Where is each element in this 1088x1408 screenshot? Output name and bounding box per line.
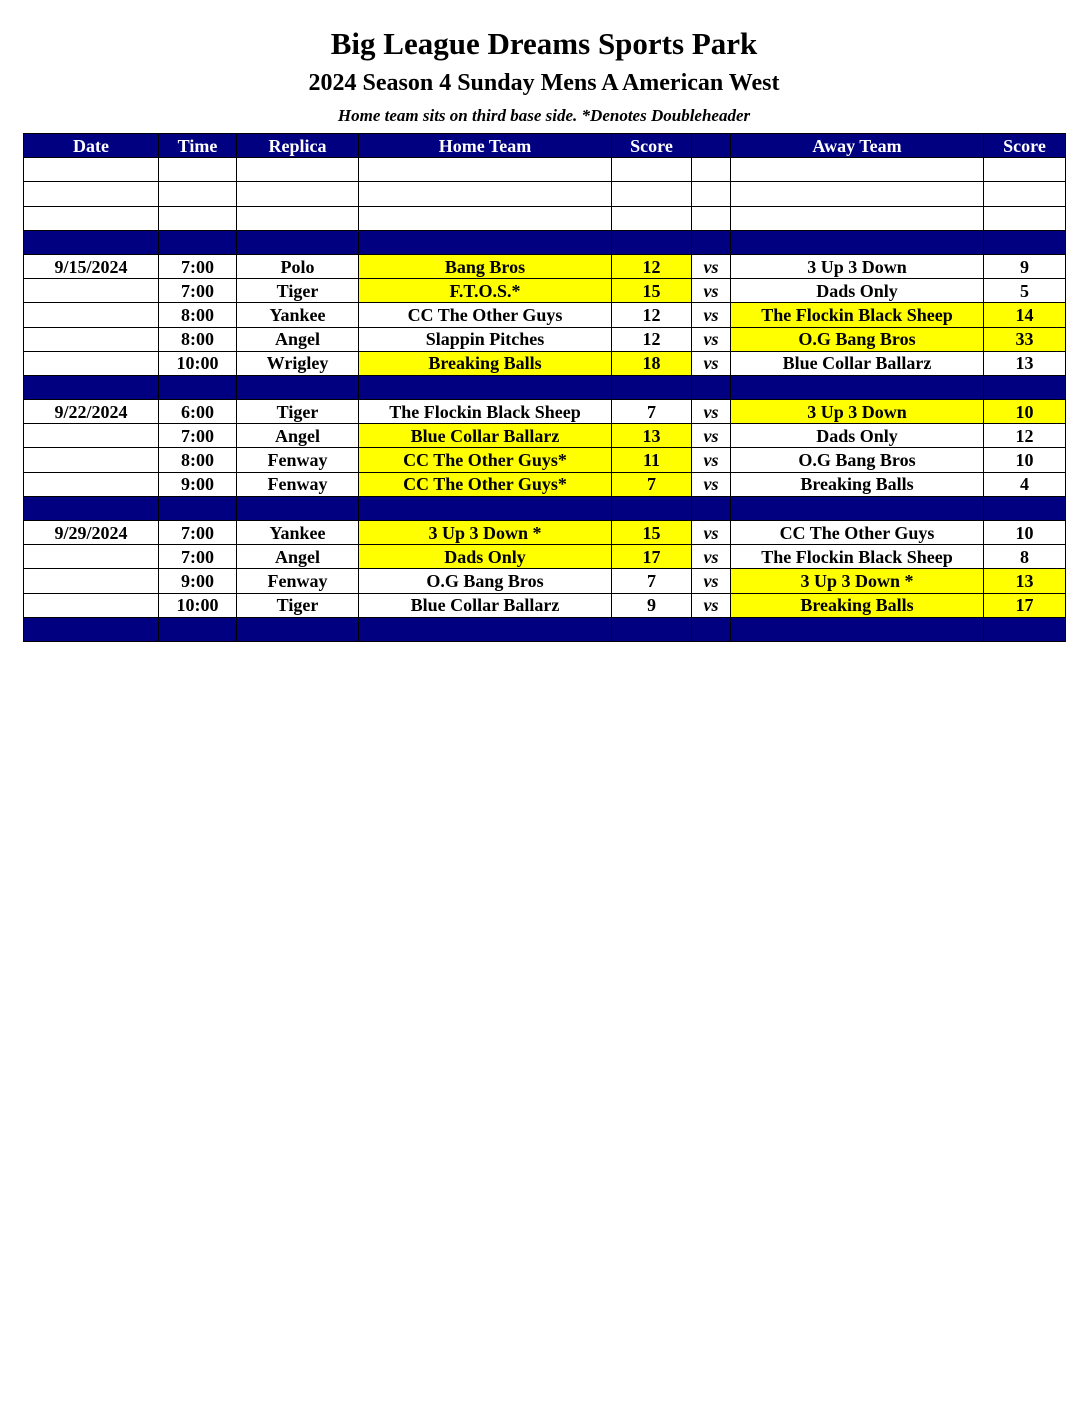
- away-score-cell: 17: [984, 593, 1066, 617]
- home-team-cell: Slappin Pitches: [359, 327, 612, 351]
- time-cell: [159, 206, 237, 230]
- home-team-cell: Blue Collar Ballarz: [359, 593, 612, 617]
- time-cell: 7:00: [159, 521, 237, 545]
- vs-cell: [692, 206, 731, 230]
- home-score-cell: 11: [612, 448, 692, 472]
- time-cell: 9:00: [159, 472, 237, 496]
- date-cell: [24, 472, 159, 496]
- time-cell: [159, 496, 237, 520]
- home-team-cell: [359, 182, 612, 206]
- replica-cell: [237, 496, 359, 520]
- away-team-cell: [731, 617, 984, 641]
- blank-row: [24, 182, 1066, 206]
- schedule-table: [23, 133, 1066, 642]
- away-score-cell: 5: [984, 279, 1066, 303]
- time-cell: 9:00: [159, 569, 237, 593]
- date-cell: 9/15/2024: [24, 254, 159, 278]
- replica-cell: Angel: [237, 327, 359, 351]
- away-score-cell: 4: [984, 472, 1066, 496]
- away-team-cell: [731, 496, 984, 520]
- column-header-home-team: Home Team: [359, 134, 612, 158]
- date-cell: [24, 424, 159, 448]
- home-team-cell: CC The Other Guys: [359, 303, 612, 327]
- replica-cell: Tiger: [237, 400, 359, 424]
- time-cell: 7:00: [159, 545, 237, 569]
- away-team-cell: 3 Up 3 Down: [731, 400, 984, 424]
- vs-cell: [692, 230, 731, 254]
- away-team-cell: 3 Up 3 Down: [731, 254, 984, 278]
- column-header-time: Time: [159, 134, 237, 158]
- column-header-replica: Replica: [237, 134, 359, 158]
- time-cell: 7:00: [159, 254, 237, 278]
- replica-cell: Angel: [237, 424, 359, 448]
- replica-cell: Wrigley: [237, 351, 359, 375]
- home-score-cell: 12: [612, 303, 692, 327]
- vs-cell: vs: [692, 400, 731, 424]
- vs-cell: [692, 182, 731, 206]
- vs-cell: vs: [692, 545, 731, 569]
- home-team-cell: Blue Collar Ballarz: [359, 424, 612, 448]
- game-row: [24, 424, 1066, 448]
- home-team-cell: CC The Other Guys*: [359, 472, 612, 496]
- game-row: [24, 327, 1066, 351]
- replica-cell: [237, 375, 359, 399]
- replica-cell: [237, 230, 359, 254]
- home-score-cell: [612, 375, 692, 399]
- replica-cell: Angel: [237, 545, 359, 569]
- away-score-cell: [984, 617, 1066, 641]
- away-score-cell: 9: [984, 254, 1066, 278]
- replica-cell: Yankee: [237, 521, 359, 545]
- home-team-cell: The Flockin Black Sheep: [359, 400, 612, 424]
- away-score-cell: 33: [984, 327, 1066, 351]
- date-cell: [24, 617, 159, 641]
- separator-row: [24, 230, 1066, 254]
- vs-cell: vs: [692, 521, 731, 545]
- time-cell: 10:00: [159, 351, 237, 375]
- game-row: [24, 400, 1066, 424]
- replica-cell: Tiger: [237, 593, 359, 617]
- home-score-cell: 7: [612, 400, 692, 424]
- replica-cell: [237, 182, 359, 206]
- vs-cell: [692, 158, 731, 182]
- replica-cell: Tiger: [237, 279, 359, 303]
- date-cell: [24, 327, 159, 351]
- game-row: [24, 303, 1066, 327]
- away-score-cell: [984, 206, 1066, 230]
- away-score-cell: 14: [984, 303, 1066, 327]
- vs-cell: vs: [692, 303, 731, 327]
- replica-cell: [237, 206, 359, 230]
- vs-cell: vs: [692, 351, 731, 375]
- header-row: [24, 134, 1066, 158]
- game-row: [24, 569, 1066, 593]
- game-row: [24, 593, 1066, 617]
- time-cell: [159, 230, 237, 254]
- game-row: [24, 521, 1066, 545]
- away-score-cell: 10: [984, 448, 1066, 472]
- date-cell: 9/22/2024: [24, 400, 159, 424]
- replica-cell: Fenway: [237, 569, 359, 593]
- game-row: [24, 472, 1066, 496]
- separator-row: [24, 375, 1066, 399]
- vs-cell: [692, 496, 731, 520]
- vs-cell: [692, 375, 731, 399]
- date-cell: [24, 206, 159, 230]
- time-cell: 7:00: [159, 424, 237, 448]
- column-header-vs: [692, 134, 731, 158]
- date-cell: [24, 375, 159, 399]
- home-score-cell: 18: [612, 351, 692, 375]
- away-score-cell: 10: [984, 521, 1066, 545]
- home-team-cell: CC The Other Guys*: [359, 448, 612, 472]
- date-cell: [24, 593, 159, 617]
- away-score-cell: [984, 158, 1066, 182]
- away-team-cell: O.G Bang Bros: [731, 327, 984, 351]
- vs-cell: vs: [692, 327, 731, 351]
- away-score-cell: [984, 375, 1066, 399]
- home-score-cell: 15: [612, 279, 692, 303]
- vs-cell: vs: [692, 254, 731, 278]
- away-score-cell: 13: [984, 569, 1066, 593]
- away-team-cell: The Flockin Black Sheep: [731, 545, 984, 569]
- away-team-cell: Breaking Balls: [731, 472, 984, 496]
- home-team-cell: [359, 230, 612, 254]
- away-team-cell: [731, 375, 984, 399]
- time-cell: 10:00: [159, 593, 237, 617]
- away-score-cell: [984, 230, 1066, 254]
- away-team-cell: [731, 230, 984, 254]
- replica-cell: Polo: [237, 254, 359, 278]
- time-cell: 7:00: [159, 279, 237, 303]
- date-cell: [24, 279, 159, 303]
- home-score-cell: [612, 230, 692, 254]
- date-cell: [24, 545, 159, 569]
- home-team-cell: [359, 617, 612, 641]
- away-team-cell: [731, 158, 984, 182]
- page-title: Big League Dreams Sports Park: [330, 26, 758, 61]
- game-row: [24, 545, 1066, 569]
- home-team-cell: [359, 206, 612, 230]
- home-team-cell: Dads Only: [359, 545, 612, 569]
- away-score-cell: [984, 182, 1066, 206]
- game-row: [24, 279, 1066, 303]
- home-score-cell: [612, 617, 692, 641]
- home-team-cell: O.G Bang Bros: [359, 569, 612, 593]
- home-score-cell: 15: [612, 521, 692, 545]
- home-score-cell: [612, 206, 692, 230]
- vs-cell: vs: [692, 472, 731, 496]
- replica-cell: [237, 617, 359, 641]
- column-header-home-score: Score: [612, 134, 692, 158]
- page-subtitle: 2024 Season 4 Sunday Mens A American West: [308, 70, 780, 96]
- vs-cell: vs: [692, 593, 731, 617]
- home-score-cell: 9: [612, 593, 692, 617]
- home-score-cell: 13: [612, 424, 692, 448]
- game-row: [24, 448, 1066, 472]
- date-cell: [24, 448, 159, 472]
- date-cell: [24, 303, 159, 327]
- away-team-cell: Dads Only: [731, 424, 984, 448]
- home-team-cell: [359, 158, 612, 182]
- away-team-cell: O.G Bang Bros: [731, 448, 984, 472]
- date-cell: [24, 569, 159, 593]
- away-score-cell: 8: [984, 545, 1066, 569]
- home-score-cell: 7: [612, 569, 692, 593]
- vs-cell: vs: [692, 424, 731, 448]
- replica-cell: Fenway: [237, 472, 359, 496]
- home-score-cell: 12: [612, 327, 692, 351]
- away-team-cell: Breaking Balls: [731, 593, 984, 617]
- column-header-away-score: Score: [984, 134, 1066, 158]
- vs-cell: vs: [692, 279, 731, 303]
- home-score-cell: [612, 496, 692, 520]
- date-cell: [24, 496, 159, 520]
- home-score-cell: [612, 158, 692, 182]
- home-team-cell: [359, 496, 612, 520]
- away-team-cell: CC The Other Guys: [731, 521, 984, 545]
- separator-row: [24, 617, 1066, 641]
- date-cell: 9/29/2024: [24, 521, 159, 545]
- vs-cell: vs: [692, 569, 731, 593]
- column-header-away-team: Away Team: [731, 134, 984, 158]
- time-cell: 8:00: [159, 303, 237, 327]
- date-cell: [24, 158, 159, 182]
- game-row: [24, 254, 1066, 278]
- time-cell: [159, 182, 237, 206]
- away-score-cell: 10: [984, 400, 1066, 424]
- time-cell: [159, 158, 237, 182]
- home-team-cell: Bang Bros: [359, 254, 612, 278]
- away-team-cell: [731, 182, 984, 206]
- away-team-cell: [731, 206, 984, 230]
- time-cell: 8:00: [159, 327, 237, 351]
- time-cell: [159, 375, 237, 399]
- column-header-date: Date: [24, 134, 159, 158]
- date-cell: [24, 351, 159, 375]
- home-team-cell: [359, 375, 612, 399]
- time-cell: 8:00: [159, 448, 237, 472]
- home-team-cell: F.T.O.S.*: [359, 279, 612, 303]
- game-row: [24, 351, 1066, 375]
- home-team-cell: Breaking Balls: [359, 351, 612, 375]
- home-score-cell: 17: [612, 545, 692, 569]
- away-score-cell: [984, 496, 1066, 520]
- separator-row: [24, 496, 1066, 520]
- vs-cell: vs: [692, 448, 731, 472]
- time-cell: 6:00: [159, 400, 237, 424]
- away-score-cell: 13: [984, 351, 1066, 375]
- schedule-note: Home team sits on third base side. *Denotes Doubleheader: [337, 106, 751, 125]
- blank-row: [24, 206, 1066, 230]
- home-score-cell: 12: [612, 254, 692, 278]
- vs-cell: [692, 617, 731, 641]
- replica-cell: Yankee: [237, 303, 359, 327]
- away-team-cell: The Flockin Black Sheep: [731, 303, 984, 327]
- home-score-cell: [612, 182, 692, 206]
- blank-row: [24, 158, 1066, 182]
- date-cell: [24, 230, 159, 254]
- date-cell: [24, 182, 159, 206]
- replica-cell: Fenway: [237, 448, 359, 472]
- away-score-cell: 12: [984, 424, 1066, 448]
- away-team-cell: 3 Up 3 Down *: [731, 569, 984, 593]
- away-team-cell: Dads Only: [731, 279, 984, 303]
- schedule-body: [24, 158, 1066, 642]
- replica-cell: [237, 158, 359, 182]
- home-score-cell: 7: [612, 472, 692, 496]
- away-team-cell: Blue Collar Ballarz: [731, 351, 984, 375]
- time-cell: [159, 617, 237, 641]
- home-team-cell: 3 Up 3 Down *: [359, 521, 612, 545]
